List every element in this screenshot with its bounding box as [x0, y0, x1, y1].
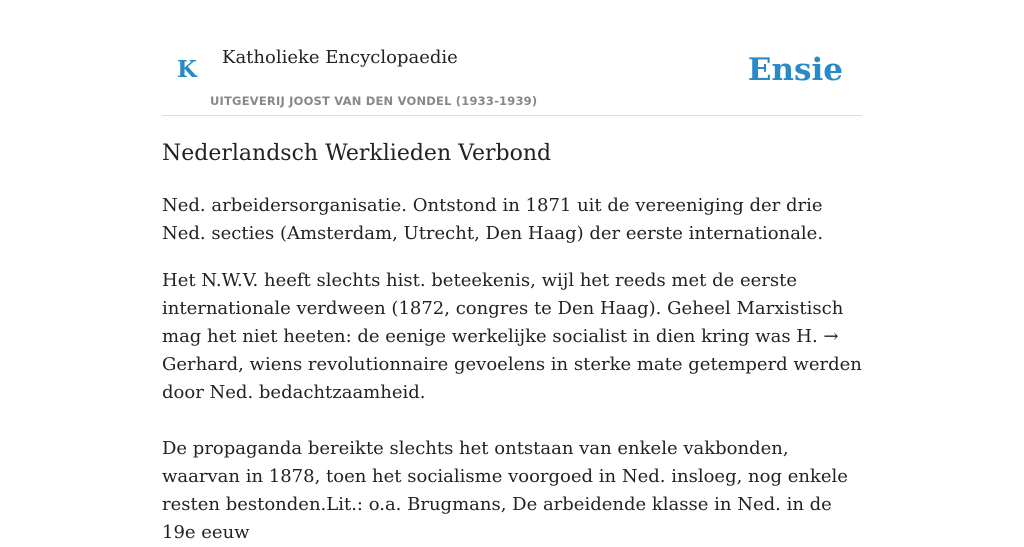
publisher-label: UITGEVERIJ JOOST VAN DEN VONDEL (1933-1939) [210, 94, 538, 108]
article-body [162, 192, 862, 547]
paragraph: Ned. arbeidersorganisatie. Ontstond in 1871 uit de vereeniging der drie Ned. secties (Amsterdam, Utrecht, Den Haag) der eerste internationale. [162, 195, 824, 244]
source-title[interactable]: Katholieke Encyclopaedie [222, 47, 458, 68]
paragraph: Het N.W.V. heeft slechts hist. beteekenis, wijl het reeds met de eerste internationale verdween (1872, congres te Den Haag). Geheel Marxistisch mag het niet heeten: de eenige werkelijke socialist in dien kring was H. → Gerhard, wiens revolutionnaire gevoelens in sterke mate getemperd werden door Ned. bedachtzaamheid. [162, 270, 862, 403]
header-divider [162, 115, 862, 116]
source-logo[interactable]: K [177, 56, 197, 83]
paragraph: De propaganda bereikte slechts het ontstaan van enkele vakbonden, waarvan in 1878, toen het socialisme voorgoed in Ned. insloeg, nog enkele resten bestonden.Lit.: o.a. Brugmans, De arbeidende klasse in Ned. in de 19e eeuw [162, 438, 848, 543]
article-title: Nederlandsch Werklieden Verbond [162, 141, 552, 166]
brand-logo[interactable]: Ensie [747, 52, 843, 88]
